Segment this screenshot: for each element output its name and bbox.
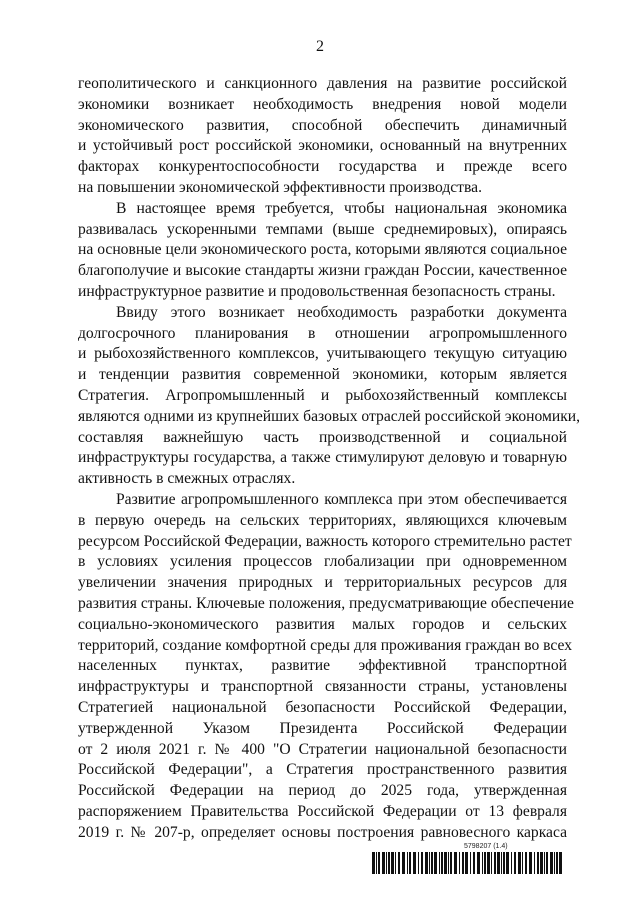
text-line: экономического развития, способной обеспечить динамичный (78, 116, 567, 134)
text-line: и тенденции развития современной экономики, которым является (78, 366, 567, 384)
text-line: В настоящее время требуется, чтобы национальная экономика (116, 199, 567, 217)
text-line: на повышении экономической эффективности производства. (78, 178, 482, 196)
text-line: Развитие агропромышленного комплекса при этом обеспечивается (116, 490, 567, 508)
text-line: Стратегия. Агропромышленный и рыбохозяйственный комплексы (78, 386, 567, 404)
barcode-icon (372, 852, 562, 874)
text-line: и рыбохозяйственного комплексов, учитывающего текущую ситуацию (78, 345, 567, 363)
text-line: развивалась ускоренными темпами (выше среднемировых), опираясь (78, 220, 567, 238)
text-line: распоряжением Правительства Российской Федерации от 13 февраля (78, 802, 567, 820)
text-line: геополитического и санкционного давления на развитие российской (78, 75, 567, 92)
text-line: социально-экономического развития малых городов и сельских (78, 615, 567, 633)
text-line: в первую очередь на сельских территориях, являющихся ключевым (78, 511, 567, 529)
body-text (78, 74, 581, 843)
paragraph (78, 490, 574, 844)
text-line: в условиях усиления процессов глобализации при одновременном (78, 553, 567, 571)
text-line: являются одними из крупнейших базовых отраслей российской экономики, (78, 407, 581, 425)
text-line: увеличении значения природных и территориальных ресурсов для (78, 574, 567, 592)
text-line: составляя важнейшую часть производственной и социальной (78, 428, 567, 446)
text-line: факторах конкурентоспособности государства и прежде всего (78, 158, 567, 176)
text-line: населенных пунктах, развитие эффективной транспортной (78, 657, 567, 675)
paragraph (78, 199, 567, 303)
text-line: инфраструктуры государства, а также стимулируют деловую и товарную (78, 449, 567, 467)
barcode-number: 5798207 (1.4) (464, 843, 508, 850)
text-line: активность в смежных отраслях. (78, 470, 296, 488)
paragraph (78, 303, 581, 490)
text-line: утвержденной Указом Президента Российской Федерации (78, 719, 567, 737)
text-line: 2019 г. № 207-р, определяет основы построения равновесного каркаса (78, 823, 567, 841)
text-line: долгосрочного планирования в отношении агропромышленного (78, 324, 567, 342)
text-line: Российской Федерации", а Стратегия пространственного развития (78, 761, 567, 779)
text-line: территорий, создание комфортной среды для проживания граждан во всех (78, 636, 573, 654)
text-line: экономики возникает необходимость внедрения новой модели (78, 95, 567, 113)
page-number: 2 (316, 38, 324, 55)
text-line: на основные цели экономического роста, которыми являются социальное (78, 241, 567, 259)
text-line: ресурсом Российской Федерации, важность которого стремительно растет (78, 532, 572, 550)
text-line: инфраструктурное развитие и продовольственная безопасность страны. (78, 282, 556, 300)
text-line: инфраструктуры и транспортной связанности страны, установлены (78, 678, 567, 696)
text-line: от 2 июля 2021 г. № 400 "О Стратегии национальной безопасности (78, 740, 567, 758)
text-line: Стратегией национальной безопасности Российской Федерации, (78, 698, 567, 716)
text-line: развития страны. Ключевые положения, предусматривающие обеспечение (78, 594, 574, 612)
text-line: Российской Федерации на период до 2025 года, утвержденная (78, 782, 567, 800)
paragraph (78, 74, 567, 199)
text-line: Ввиду этого возникает необходимость разработки документа (116, 303, 567, 321)
text-line: благополучие и высокие стандарты жизни граждан России, качественное (78, 262, 567, 280)
text-line: и устойчивый рост российской экономики, основанный на внутренних (78, 137, 567, 155)
